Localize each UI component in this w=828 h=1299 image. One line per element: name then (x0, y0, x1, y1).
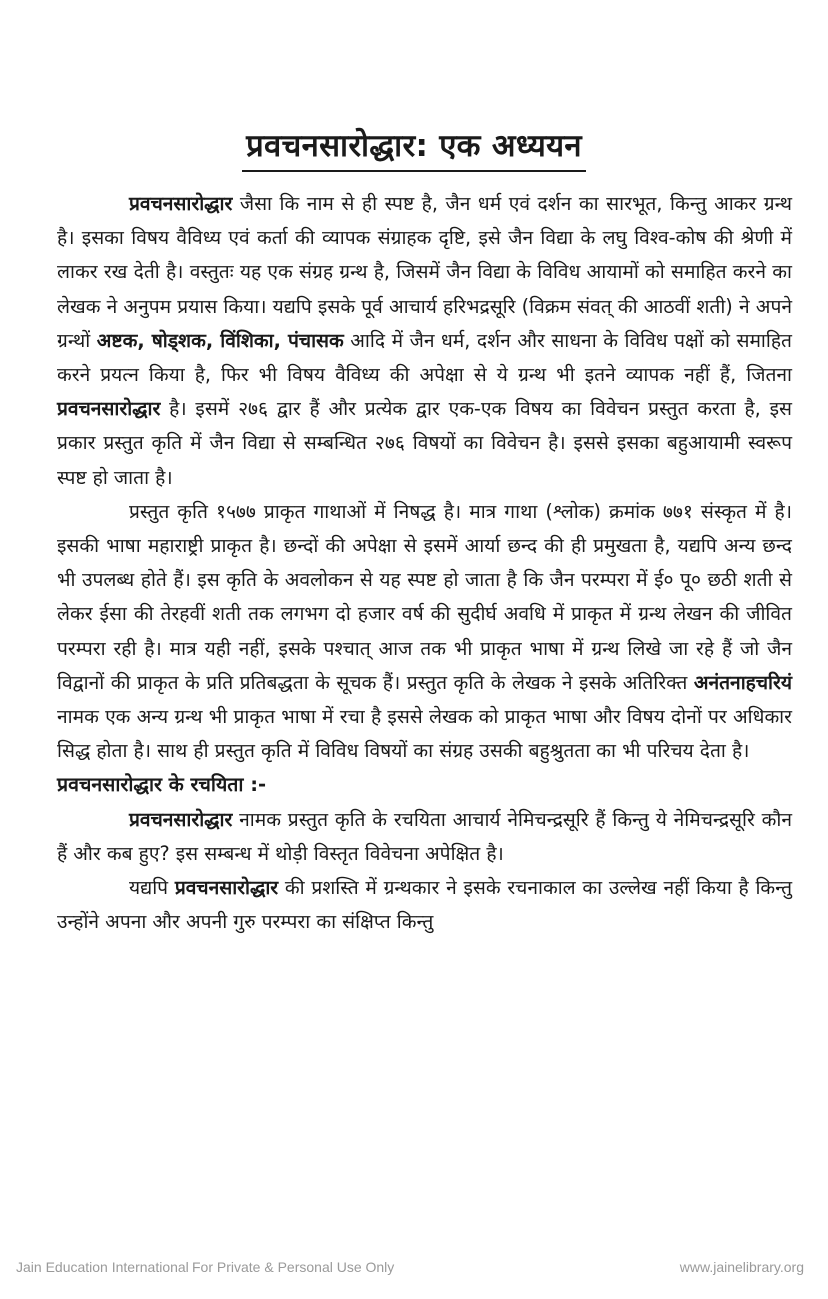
text-segment: की प्रशस्ति में ग्रन्थकार ने इसके रचनाकाल का उल्लेख नहीं किया है किन्तु उन्होंने अपना और अपनी गुरु परम्परा का संक्षिप्त किन्तु (57, 876, 793, 934)
document-body (57, 187, 792, 939)
footer-website-link[interactable]: www.jainelibrary.org (679, 1259, 804, 1275)
page-title: प्रवचनसारोद्धार: एक अध्ययन (242, 126, 586, 172)
text-segment: है। इसमें २७६ द्वार हैं और प्रत्येक द्वार एक-एक विषय का विवेचन प्रस्तुत करता है, इस प्रकार प्रस्तुत कृति में जैन विद्या से सम्बन्धित २७६ विषयों का विवेचन है। इससे इसका बहुआयामी स्वरूप स्पष्ट हो जाता है। (57, 397, 792, 489)
footer-publisher: Jain Education International (16, 1259, 189, 1275)
text-segment: प्रस्तुत कृति १५७७ प्राकृत गाथाओं में निषद्ध है। मात्र गाथा (श्लोक) क्रमांक ७७१ संस्कृत में है। इसकी भाषा महाराष्ट्री प्राकृत है। छन्दों की अपेक्षा से इसमें आर्या छन्द की ही प्रमुखता है, यद्यपि अन्य छन्द भी उपलब्ध होते हैं। इस कृति के अवलोकन से यह स्पष्ट हो जाता है कि जैन परम्परा में ई० पू० छठी शती से लेकर ईसा की तेरहवीं शती तक लगभग दो हजार वर्ष की सुदीर्घ अवधि में प्राकृत में ग्रन्थ लेखन की जीवित परम्परा रही है। मात्र यही नहीं, इसके पश्चात् आज तक भी प्राकृत भाषा में ग्रन्थ लिखे जा रहे हैं जो जैन विद्वानों की प्राकृत के प्रति प्रतिबद्धता के सूचक हैं। प्रस्तुत कृति के लेखक ने इसके अतिरिक्त (57, 499, 792, 694)
text-segment: नामक एक अन्य ग्रन्थ भी प्राकृत भाषा में रचा है इससे लेखक को प्राकृत भाषा और विषय दोनों पर अधिकार सिद्ध होता है। साथ ही प्रस्तुत कृति में विविध विषयों का संग्रह उसकी बहुश्रुतता का भी परिचय देता है। (57, 705, 792, 763)
page-footer (0, 1259, 828, 1279)
bold-term: अनंतनाहचरियं (693, 670, 792, 694)
text-segment: यद्यपि (129, 876, 175, 900)
section-heading-author: प्रवचनसारोद्धार के रचयिता :- (57, 773, 267, 797)
text-segment: जैसा कि नाम से ही स्पष्ट है, जैन धर्म एवं दर्शन का सारभूत, किन्तु आकर ग्रन्थ है। इसका विषय वैविध्य एवं कर्ता की व्यापक संग्राहक दृष्टि, इसे जैन विद्या के लघु विश्व-कोष की श्रेणी में लाकर रख देती है। वस्तुतः यह एक संग्रह ग्रन्थ है, जिसमें जैन विद्या के विविध आयामों को समाहित करने का लेखक ने अनुपम प्रयास किया। यद्यपि इसके पूर्व आचार्य हरिभद्रसूरि (विक्रम संवत् की आठवीं शती) ने अपने ग्रन्थों (57, 192, 792, 352)
footer-usage-notice: For Private & Personal Use Only (192, 1259, 395, 1275)
bold-term: प्रवचनसारोद्धार (174, 876, 279, 900)
bold-term: प्रवचनसारोद्धार (129, 192, 233, 215)
text-segment: आदि में जैन धर्म, दर्शन और साधना के विविध पक्षों को समाहित करने प्रयत्न किया है, फिर भी विषय वैविध्य की अपेक्षा से ये ग्रन्थ भी इतने व्यापक नहीं हैं, जितना (57, 328, 792, 387)
bold-term: प्रवचनसारोद्धार (129, 807, 233, 831)
bold-term: प्रवचनसारोद्धार (57, 397, 161, 421)
bold-term: अष्टक, षोड्शक, विंशिका, पंचासक (96, 328, 344, 352)
paragraph-intro (57, 187, 792, 495)
paragraph-author (57, 803, 792, 871)
paragraph-language (57, 495, 792, 769)
text-segment: नामक प्रस्तुत कृति के रचयिता आचार्य नेमिचन्द्रसूरि हैं किन्तु ये नेमिचन्द्रसूरि कौन हैं और कब हुए? इस सम्बन्ध में थोड़ी विस्तृत विवेचना अपेक्षित है। (57, 807, 792, 865)
paragraph-prashasti (57, 871, 792, 939)
title-container (0, 126, 828, 172)
